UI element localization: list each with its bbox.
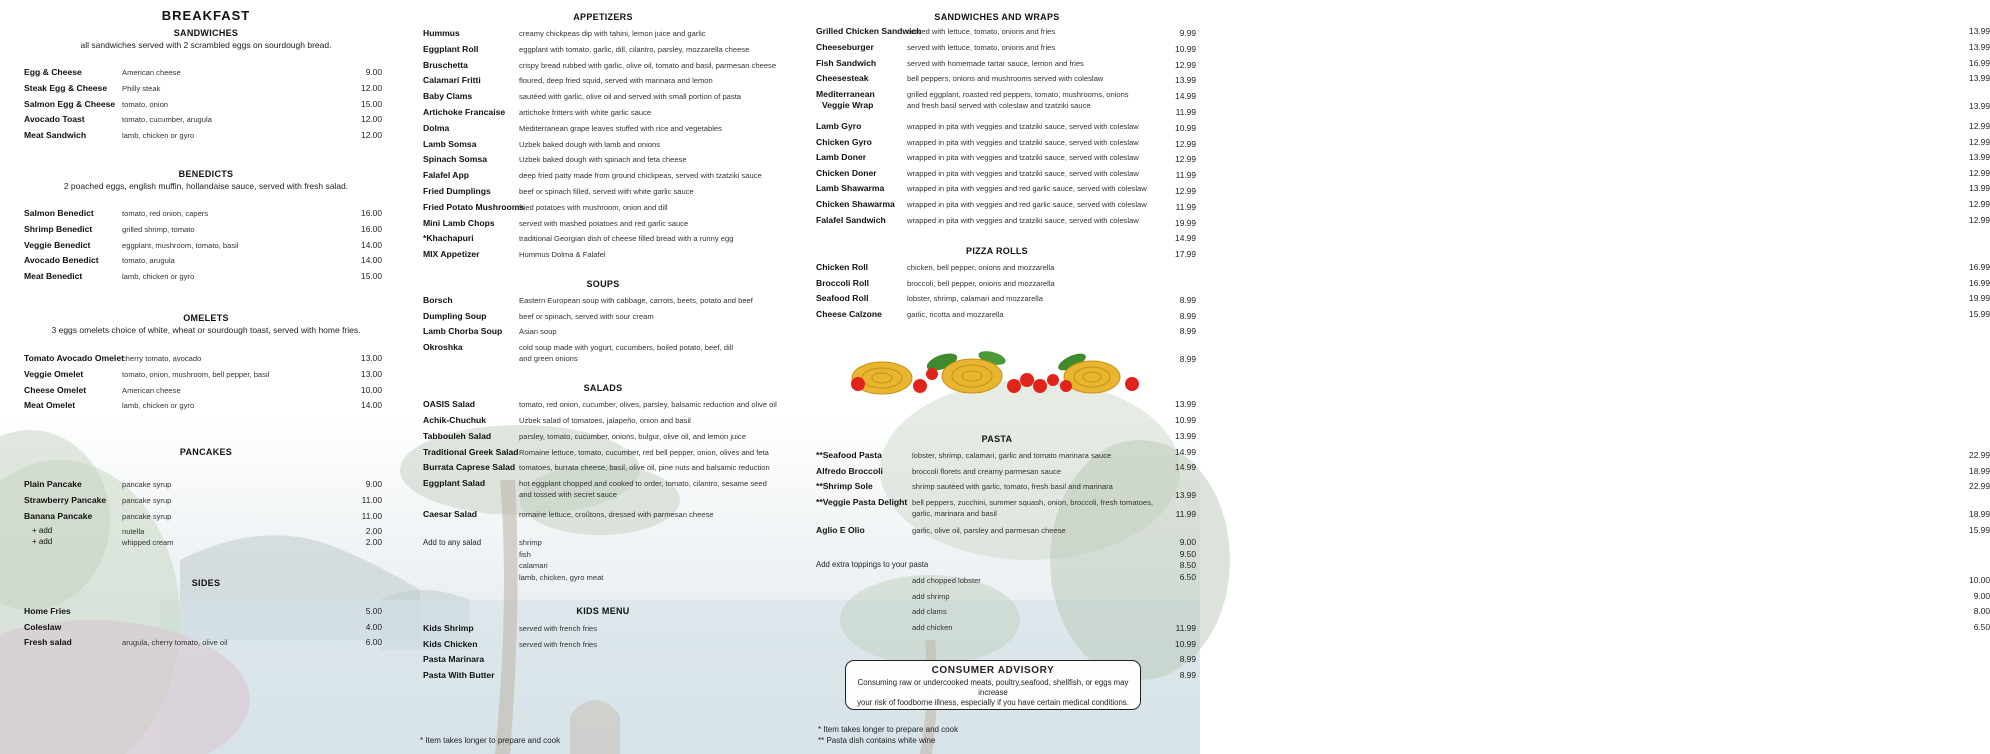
menu-item-description: broccoli florets and creamy parmesan sauce bbox=[912, 467, 1061, 476]
menu-item-price: 12.00 bbox=[361, 114, 382, 125]
menu-item-description: cold soup made with yogurt, cucumbers, boiled potato, beef, dill bbox=[519, 343, 734, 352]
menu-item-name: **Veggie Pasta Delight bbox=[816, 497, 908, 507]
menu-item-description: Romaine lettuce, tomato, cucumber, red bell pepper, onion, olives and feta bbox=[519, 447, 769, 457]
menu-item-name: Strawberry Pancake bbox=[24, 494, 107, 505]
menu-item-name: Okroshka bbox=[423, 342, 463, 352]
menu-item-description: Mediterranean grape leaves stuffed with rice and vegetables bbox=[519, 123, 722, 133]
menu-item-description: lamb, chicken or gyro bbox=[122, 272, 195, 282]
menu-item-name: Pasta Marinara bbox=[423, 654, 485, 665]
menu-item-name: Salmon Benedict bbox=[24, 208, 94, 218]
menu-item-name: Tabbouleh Salad bbox=[423, 431, 492, 441]
menu-item-price: 9.99 bbox=[1179, 28, 1196, 38]
menu-item-price: 11.99 bbox=[1175, 201, 1196, 212]
menu-item-price: 14.99 bbox=[1175, 91, 1196, 102]
menu-item-row bbox=[816, 262, 1990, 276]
menu-item-name: Avocado Toast bbox=[24, 114, 85, 125]
menu-item-price: 14.99 bbox=[1175, 233, 1196, 244]
menu-item-description: artichoke fritters with white garlic sauce bbox=[519, 108, 652, 117]
menu-item-description: pancake syrup bbox=[122, 511, 172, 521]
menu-item-price: 12.99 bbox=[1175, 186, 1196, 196]
menu-item-price: 9.00 bbox=[365, 67, 382, 77]
menu-item-description: bell peppers, onions and mushrooms served with coleslaw bbox=[907, 74, 1104, 83]
soups-title: SOUPS bbox=[586, 279, 620, 289]
menu-item-price: 16.00 bbox=[361, 223, 382, 234]
menu-item-description: tomato, onion bbox=[122, 99, 169, 109]
menu-item-price: 11.99 bbox=[1175, 107, 1196, 117]
menu-item-price: 12.99 bbox=[1969, 167, 1990, 178]
menu-item-price: 14.00 bbox=[361, 239, 382, 250]
menu-item-price: 8.99 bbox=[1179, 654, 1196, 665]
menu-item-name: Pasta With Butter bbox=[423, 669, 495, 680]
menu-item-name: Borsch bbox=[423, 295, 453, 305]
pasta-extra-label: Add extra toppings to your pasta bbox=[816, 560, 929, 569]
menu-item-description: American cheese bbox=[122, 68, 181, 77]
menu-item-price: 10.99 bbox=[1175, 122, 1196, 133]
menu-item-name: Chicken Shawarma bbox=[816, 199, 895, 209]
menu-item-name: Achik-Chuchuk bbox=[423, 415, 487, 425]
menu-item-name: Traditional Greek Salad bbox=[423, 446, 519, 457]
menu-item-price: 18.99 bbox=[1969, 466, 1990, 476]
menu-item-name: + add bbox=[32, 526, 53, 535]
advisory-title: CONSUMER ADVISORY bbox=[931, 665, 1055, 676]
menu-item-name: + add bbox=[32, 537, 53, 546]
menu-item-description: Eastern European soup with cabbage, carrots, beets, potato and beef bbox=[519, 296, 753, 305]
menu-item-price: 15.00 bbox=[361, 271, 382, 282]
menu-item-name: Coleslaw bbox=[24, 622, 62, 632]
menu-item-name: Alfredo Broccoli bbox=[816, 466, 883, 476]
menu-item-name: Veggie Omelet bbox=[24, 368, 84, 379]
menu-item-price: 13.99 bbox=[1969, 26, 1990, 36]
menu-item-price: 12.00 bbox=[361, 82, 382, 93]
menu-item-price: 8.99 bbox=[1179, 295, 1196, 305]
menu-item-description: cherry tomato, avocado bbox=[122, 354, 202, 363]
omelets-title: OMELETS bbox=[183, 313, 229, 323]
sandwiches-subtitle: all sandwiches served with 2 scrambled eggs on sourdough bread. bbox=[80, 40, 332, 50]
menu-item-description: pancake syrup bbox=[122, 480, 172, 489]
menu-item-name: Fried Potato Mushrooms bbox=[423, 201, 525, 212]
menu-item-description: shrimp sautéed with garlic, tomato, fresh basil and marinara bbox=[912, 482, 1113, 491]
menu-item-description: tomato, onion, mushroom, bell pepper, basil bbox=[122, 369, 270, 379]
menu-item-name: **Seafood Pasta bbox=[816, 450, 882, 460]
menu-item-row bbox=[816, 525, 1990, 539]
advisory-line-2: your risk of foodborne illness, especially if you have certain medical conditions. bbox=[857, 698, 1129, 707]
menu-item-price: 14.99 bbox=[1175, 446, 1196, 457]
menu-item-description: garlic, ricotta and mozzarella bbox=[907, 309, 1004, 319]
menu-item-price: 22.99 bbox=[1969, 481, 1990, 491]
menu-item-description: arugula, cherry tomato, olive oil bbox=[122, 638, 228, 647]
menu-item-name: Fried Dumplings bbox=[423, 186, 491, 196]
menu-item-description: nutella bbox=[122, 527, 145, 536]
menu-item-name: Meat Sandwich bbox=[24, 130, 87, 141]
menu-item-description: broccoli, bell pepper, onions and mozzarella bbox=[907, 278, 1055, 288]
pizza-rolls-title: PIZZA ROLLS bbox=[966, 246, 1028, 256]
menu-item-price: 11.00 bbox=[361, 510, 382, 521]
menu-item-description: served with lettuce, tomato, onions and fries bbox=[907, 27, 1056, 36]
footnote-middle: * Item takes longer to prepare and cook bbox=[420, 736, 561, 745]
menu-item-description: add shrimp bbox=[912, 591, 950, 601]
menu-item-name: Cheese Calzone bbox=[816, 308, 882, 319]
menu-item-price: 12.99 bbox=[1969, 214, 1990, 225]
menu-item-name: Dolma bbox=[423, 122, 450, 133]
menu-item-price: 14.00 bbox=[361, 255, 382, 266]
menu-item-description: wrapped in pita with veggies and tzatziki sauce, served with coleslaw bbox=[907, 168, 1139, 178]
menu-item-price: 15.00 bbox=[361, 98, 382, 109]
menu-item-name: Chicken Roll bbox=[816, 262, 869, 272]
menu-item-description: wrapped in pita with veggies and red garlic sauce, served with coleslaw bbox=[907, 184, 1147, 193]
menu-item-price: 5.00 bbox=[365, 606, 382, 616]
menu-item-description: bell peppers, zucchini, summer squash, onion, broccoli, fresh tomatoes, bbox=[912, 498, 1154, 507]
menu-item-name: Dumpling Soup bbox=[423, 310, 487, 321]
menu-item-description: served with homemade tartar sauce, lemon and fries bbox=[907, 59, 1084, 68]
sides-title: SIDES bbox=[191, 578, 221, 588]
menu-item-price: 10.99 bbox=[1175, 415, 1196, 425]
breakfast-title: BREAKFAST bbox=[161, 8, 251, 23]
menu-item-name: Plain Pancake bbox=[24, 479, 82, 489]
menu-item-name: Fish Sandwich bbox=[816, 58, 877, 68]
menu-item-row bbox=[816, 590, 1990, 605]
menu-item-price: 8.99 bbox=[1179, 669, 1196, 680]
menu-item-price: 10.99 bbox=[1175, 638, 1196, 649]
menu-item-price: 16.99 bbox=[1969, 262, 1990, 272]
menu-item-price: 8.99 bbox=[1179, 354, 1196, 364]
menu-item-price: 12.00 bbox=[361, 130, 382, 141]
menu-item-price: 10.99 bbox=[1175, 43, 1196, 54]
menu-item-row bbox=[816, 277, 1990, 292]
menu-item-name: Spinach Somsa bbox=[423, 154, 487, 165]
menu-item-name: Mini Lamb Chops bbox=[423, 217, 495, 228]
menu-item-description: whipped cream bbox=[122, 538, 174, 547]
menu-item-price: 13.99 bbox=[1969, 73, 1990, 83]
menu-item-description: tomato, arugula bbox=[122, 256, 175, 266]
menu-item-description-line-2: and green onions bbox=[519, 354, 578, 363]
menu-item-price: 12.99 bbox=[1175, 138, 1196, 149]
menu-item-price: 16.99 bbox=[1969, 277, 1990, 288]
menu-item-description: add chopped lobster bbox=[912, 576, 981, 585]
menu-item-price: 17.99 bbox=[1175, 249, 1196, 260]
menu-item-price: 19.99 bbox=[1175, 217, 1196, 228]
menu-item-price: 9.00 bbox=[1973, 590, 1990, 601]
menu-item-name: Shrimp Benedict bbox=[24, 223, 93, 234]
menu-item-name: Kids Chicken bbox=[423, 638, 478, 649]
wraps-title: SANDWICHES AND WRAPS bbox=[934, 12, 1060, 22]
menu-item-description: eggplant with tomato, garlic, dill, cilantro, parsley, mozzarella cheese bbox=[519, 44, 750, 54]
menu-item-name: Calamari Fritti bbox=[423, 75, 481, 86]
menu-item-description: tomato, red onion, cucumber, olives, parsley, balsamic reduction and olive oil bbox=[519, 400, 777, 409]
menu-item-price: 11.99 bbox=[1175, 170, 1196, 181]
menu-item-price: 19.99 bbox=[1969, 293, 1990, 304]
menu-item-price: 16.99 bbox=[1969, 58, 1990, 68]
menu-item-description: crispy bread rubbed with garlic, olive oil, tomato and basil, parmesan cheese bbox=[519, 60, 777, 70]
menu-item-price: 9.00 bbox=[1179, 537, 1196, 547]
menu-item-price: 15.99 bbox=[1969, 308, 1990, 319]
menu-item-name: Cheesesteak bbox=[816, 73, 869, 83]
menu-item-price: 12.99 bbox=[1969, 121, 1990, 131]
menu-item-price: 22.99 bbox=[1969, 450, 1990, 460]
advisory-line-1: Consuming raw or undercooked meats, poultry,seafood, shellfish, or eggs may increase bbox=[857, 678, 1129, 697]
menu-item-name: Tomato Avocado Omelet bbox=[24, 353, 124, 363]
menu-item-price: 13.99 bbox=[1175, 399, 1196, 409]
menu-item-description: beef or spinach filled, served with white garlic sauce bbox=[519, 187, 694, 196]
menu-item-name: Salmon Egg & Cheese bbox=[24, 98, 116, 109]
menu-item-name: Veggie Benedict bbox=[24, 239, 91, 250]
menu-item-price: 14.99 bbox=[1175, 462, 1196, 472]
menu-item-description: shrimp bbox=[519, 538, 542, 547]
menu-item-price: 11.00 bbox=[361, 494, 382, 505]
menu-item-description: lamb, chicken or gyro bbox=[122, 401, 195, 411]
menu-item-name: Chicken Doner bbox=[816, 167, 877, 178]
menu-item-description: served with lettuce, tomato, onions and fries bbox=[907, 43, 1056, 52]
menu-item-description: Uzbek baked dough with lamb and onions bbox=[519, 139, 660, 149]
menu-item-description: calamari bbox=[519, 561, 548, 570]
menu-item-name: Eggplant Salad bbox=[423, 478, 486, 488]
footnote-right-2: ** Pasta dish contains white wine bbox=[818, 736, 936, 745]
menu-item-name-line-2: Veggie Wrap bbox=[822, 100, 874, 110]
menu-item-name: Steak Egg & Cheese bbox=[24, 82, 108, 93]
menu-item-name: Aglio E Olio bbox=[816, 525, 865, 535]
menu-item-name: Seafood Roll bbox=[816, 293, 869, 304]
menu-item-price: 12.99 bbox=[1969, 136, 1990, 147]
menu-item-price: 18.99 bbox=[1969, 509, 1990, 519]
menu-item-row bbox=[816, 606, 1990, 620]
menu-item-description: lamb, chicken, gyro meat bbox=[519, 572, 604, 582]
menu-item-description: served with french fries bbox=[519, 639, 598, 649]
menu-item-name: Grilled Chicken Sandwich bbox=[816, 26, 922, 36]
menu-item-price: 4.00 bbox=[365, 622, 382, 632]
menu-item-description: floured, deep fried squid, served with marinara and lemon bbox=[519, 76, 713, 86]
salads-title: SALADS bbox=[583, 383, 623, 393]
menu-item-description: add clams bbox=[912, 607, 947, 617]
menu-item-name: Lamb Chorba Soup bbox=[423, 326, 503, 336]
menu-item-price: 13.99 bbox=[1175, 490, 1196, 500]
menu-item-name: Broccoli Roll bbox=[816, 277, 870, 288]
menu-item-name: Baby Clams bbox=[423, 91, 473, 102]
menu-item-row bbox=[816, 136, 1990, 151]
menu-item-name: Chicken Gyro bbox=[816, 136, 872, 147]
menu-item-description: Hummus Dolma & Falafel bbox=[519, 250, 606, 260]
menu-item-name: Home Fries bbox=[24, 606, 71, 616]
menu-item-price: 16.00 bbox=[361, 208, 382, 218]
menu-item-description-line-2: and fresh basil served with coleslaw and tzatziki sauce bbox=[907, 101, 1091, 110]
menu-item-description: lobster, shrimp, calamari and mozzarella bbox=[907, 294, 1043, 304]
menu-item-price: 13.99 bbox=[1969, 183, 1990, 193]
menu-item-name: Bruschetta bbox=[423, 59, 468, 70]
menu-item-description: served with french fries bbox=[519, 624, 598, 633]
menu-item-price: 11.99 bbox=[1175, 509, 1196, 519]
menu-item-name: Meat Benedict bbox=[24, 271, 83, 282]
menu-item-description: grilled eggplant, roasted red peppers, tomato, mushrooms, onions bbox=[907, 90, 1129, 99]
benedicts-subtitle: 2 poached eggs, english muffin, hollandaise sauce, served with fresh salad. bbox=[63, 181, 349, 191]
menu-item-name: MIX Appetizer bbox=[423, 249, 480, 260]
menu-item-description: Uzbek baked dough with spinach and feta cheese bbox=[519, 155, 687, 165]
kids-menu-title: KIDS MENU bbox=[576, 606, 630, 616]
menu-item-price: 13.99 bbox=[1175, 431, 1196, 441]
menu-item-description: tomato, red onion, capers bbox=[122, 209, 209, 218]
menu-item-name: Caesar Salad bbox=[423, 509, 477, 519]
menu-item-price: 8.99 bbox=[1179, 326, 1196, 336]
pasta-tomato-illustration bbox=[842, 344, 1154, 404]
menu-item-description: pancake syrup bbox=[122, 495, 172, 505]
menu-item-price: 8.99 bbox=[1179, 310, 1196, 321]
menu-item-description: tomatoes, burrata cheese, basil, olive oil, pine nuts and balsamic reduction bbox=[519, 463, 770, 472]
menu-item-description: add chicken bbox=[912, 622, 953, 632]
menu-item-price: 10.00 bbox=[361, 384, 382, 395]
menu-item-name: Hummus bbox=[423, 28, 460, 38]
menu-item-description: wrapped in pita with veggies and tzatziki sauce, served with coleslaw bbox=[907, 122, 1139, 131]
menu-item-description: lobster, shrimp, calamari, garlic and tomato marinara sauce bbox=[912, 451, 1112, 460]
menu-item-name: Egg & Cheese bbox=[24, 67, 82, 77]
menu-item-description: Uzbek salad of tomatoes, jalapeño, onion and basil bbox=[519, 416, 691, 425]
menu-item-name: Banana Pancake bbox=[24, 510, 93, 521]
menu-item-description: deep fried patty made from ground chickpeas, served with tzatziki sauce bbox=[519, 171, 762, 181]
menu-item-row bbox=[816, 73, 1990, 87]
menu-item-description: garlic, olive oil, parsley and parmesan cheese bbox=[912, 526, 1066, 535]
menu-item-description: served with mashed potatoes and red garlic sauce bbox=[519, 218, 689, 228]
menu-item-description: romaine lettuce, croûtons, dressed with parmesan cheese bbox=[519, 510, 714, 519]
menu-item-name: *Khachapuri bbox=[423, 233, 474, 244]
menu-item-description: eggplant, mushroom, tomato, basil bbox=[122, 240, 239, 250]
menu-item-name: Avocado Benedict bbox=[24, 255, 99, 266]
menu-item-description: wrapped in pita with veggies and tzatziki sauce, served with coleslaw bbox=[907, 215, 1139, 225]
salad-addon-label: Add to any salad bbox=[423, 538, 482, 547]
menu-item-price: 8.50 bbox=[1179, 560, 1196, 570]
menu-item-name: OASIS Salad bbox=[423, 399, 476, 409]
menu-item-description: wrapped in pita with veggies and tzatziki sauce, served with coleslaw bbox=[907, 137, 1139, 147]
menu-item-description: traditional Georgian dish of cheese filled bread with a runny egg bbox=[519, 234, 734, 244]
menu-item-name: **Shrimp Sole bbox=[816, 481, 873, 491]
menu-item-name: Cheese Omelet bbox=[24, 384, 87, 395]
menu-item-description: creamy chickpeas dip with tahini, lemon juice and garlic bbox=[519, 29, 706, 38]
menu-item-price: 12.99 bbox=[1175, 154, 1196, 165]
menu-item-description: sautéed with garlic, olive oil and served with small portion of pasta bbox=[519, 92, 742, 102]
menu-item-description: Philly steak bbox=[122, 83, 161, 93]
omelets-subtitle: 3 eggs omelets choice of white, wheat or sourdough toast, served with home fries. bbox=[51, 325, 361, 335]
menu-item-name: Artichoke Francaise bbox=[423, 107, 506, 117]
menu-item-price: 9.00 bbox=[365, 479, 382, 489]
menu-item-description: hot eggplant chopped and cooked to order, tomato, cilantro, sesame seed bbox=[519, 479, 767, 488]
benedicts-title: BENEDICTS bbox=[178, 169, 234, 179]
menu-item-description: wrapped in pita with veggies and tzatziki sauce, served with coleslaw bbox=[907, 153, 1139, 162]
menu-item-price: 12.99 bbox=[1969, 199, 1990, 209]
menu-item-price: 8.00 bbox=[1973, 606, 1990, 617]
menu-item-description-line-2: and tossed with secret sauce bbox=[519, 490, 617, 499]
menu-item-price: 14.00 bbox=[361, 400, 382, 411]
menu-item-price: 13.99 bbox=[1969, 42, 1990, 52]
appetizers-title: APPETIZERS bbox=[573, 12, 633, 22]
menu-item-description: American cheese bbox=[122, 385, 181, 395]
menu-item-price: 13.99 bbox=[1969, 101, 1990, 111]
menu-item-price: 11.99 bbox=[1175, 623, 1196, 633]
menu-item-description-line-2: garlic, marinara and basil bbox=[912, 509, 997, 518]
menu-item-price: 2.00 bbox=[365, 537, 382, 547]
menu-item-description: Asian soup bbox=[519, 327, 557, 336]
menu-item-description: parsley, tomato, cucumber, onions, bulgur, olive oil, and lemon juice bbox=[519, 432, 746, 441]
menu-item-name: Falafel App bbox=[423, 170, 469, 181]
menu-item-price: 13.99 bbox=[1175, 75, 1196, 86]
menu-item-price: 13.99 bbox=[1969, 152, 1990, 162]
menu-item-name: Meat Omelet bbox=[24, 400, 76, 411]
menu-item-description: beef or spinach, served with sour cream bbox=[519, 311, 654, 321]
menu-item-price: 15.99 bbox=[1969, 525, 1990, 535]
menu-item-name: Fresh salad bbox=[24, 637, 72, 647]
menu-item-name: Lamb Gyro bbox=[816, 121, 862, 131]
menu-item-description: fish bbox=[519, 549, 531, 559]
menu-item-name: Burrata Caprese Salad bbox=[423, 462, 516, 472]
menu-item-description: tomato, cucumber, arugula bbox=[122, 115, 212, 125]
menu-item-description: wrapped in pita with veggies and red garlic sauce, served with coleslaw bbox=[907, 200, 1147, 209]
pancakes-title: PANCAKES bbox=[179, 447, 233, 457]
pasta-nest-icon bbox=[852, 359, 1120, 394]
menu-item-price: 9.50 bbox=[1179, 548, 1196, 559]
pasta-title: PASTA bbox=[981, 434, 1013, 444]
menu-item-price: 6.50 bbox=[1973, 621, 1990, 632]
menu-item-name: Falafel Sandwich bbox=[816, 214, 886, 225]
footnote-right-1: * Item takes longer to prepare and cook bbox=[818, 725, 959, 734]
menu-item-description: grilled shrimp, tomato bbox=[122, 224, 195, 234]
menu-item-price: 6.50 bbox=[1179, 571, 1196, 582]
menu-item-price: 10.00 bbox=[1969, 575, 1990, 585]
menu-item-name: Lamb Somsa bbox=[423, 138, 477, 149]
menu-item-price: 12.99 bbox=[1175, 59, 1196, 70]
menu-item-name: Lamb Doner bbox=[816, 152, 867, 162]
menu-item-name: Eggplant Roll bbox=[423, 43, 479, 54]
menu-item-description: lamb, chicken or gyro bbox=[122, 131, 195, 141]
menu-item-price: 13.00 bbox=[361, 368, 382, 379]
sandwiches-title: SANDWICHES bbox=[173, 28, 239, 38]
menu-item-name: Mediterranean bbox=[816, 89, 875, 99]
consumer-advisory-box bbox=[845, 660, 1141, 710]
menu-item-price: 2.00 bbox=[365, 526, 382, 536]
menu-item-name: Kids Shrimp bbox=[423, 623, 474, 633]
menu-item-price: 6.00 bbox=[365, 637, 382, 647]
menu-item-name: Lamb Shawarma bbox=[816, 183, 885, 193]
menu-item-name: Cheeseburger bbox=[816, 42, 874, 52]
menu-item-price: 13.00 bbox=[361, 353, 382, 363]
menu-item-description: chicken, bell pepper, onions and mozzarella bbox=[907, 263, 1055, 272]
menu-item-description: fried potatoes with mushroom, onion and dill bbox=[519, 202, 668, 212]
